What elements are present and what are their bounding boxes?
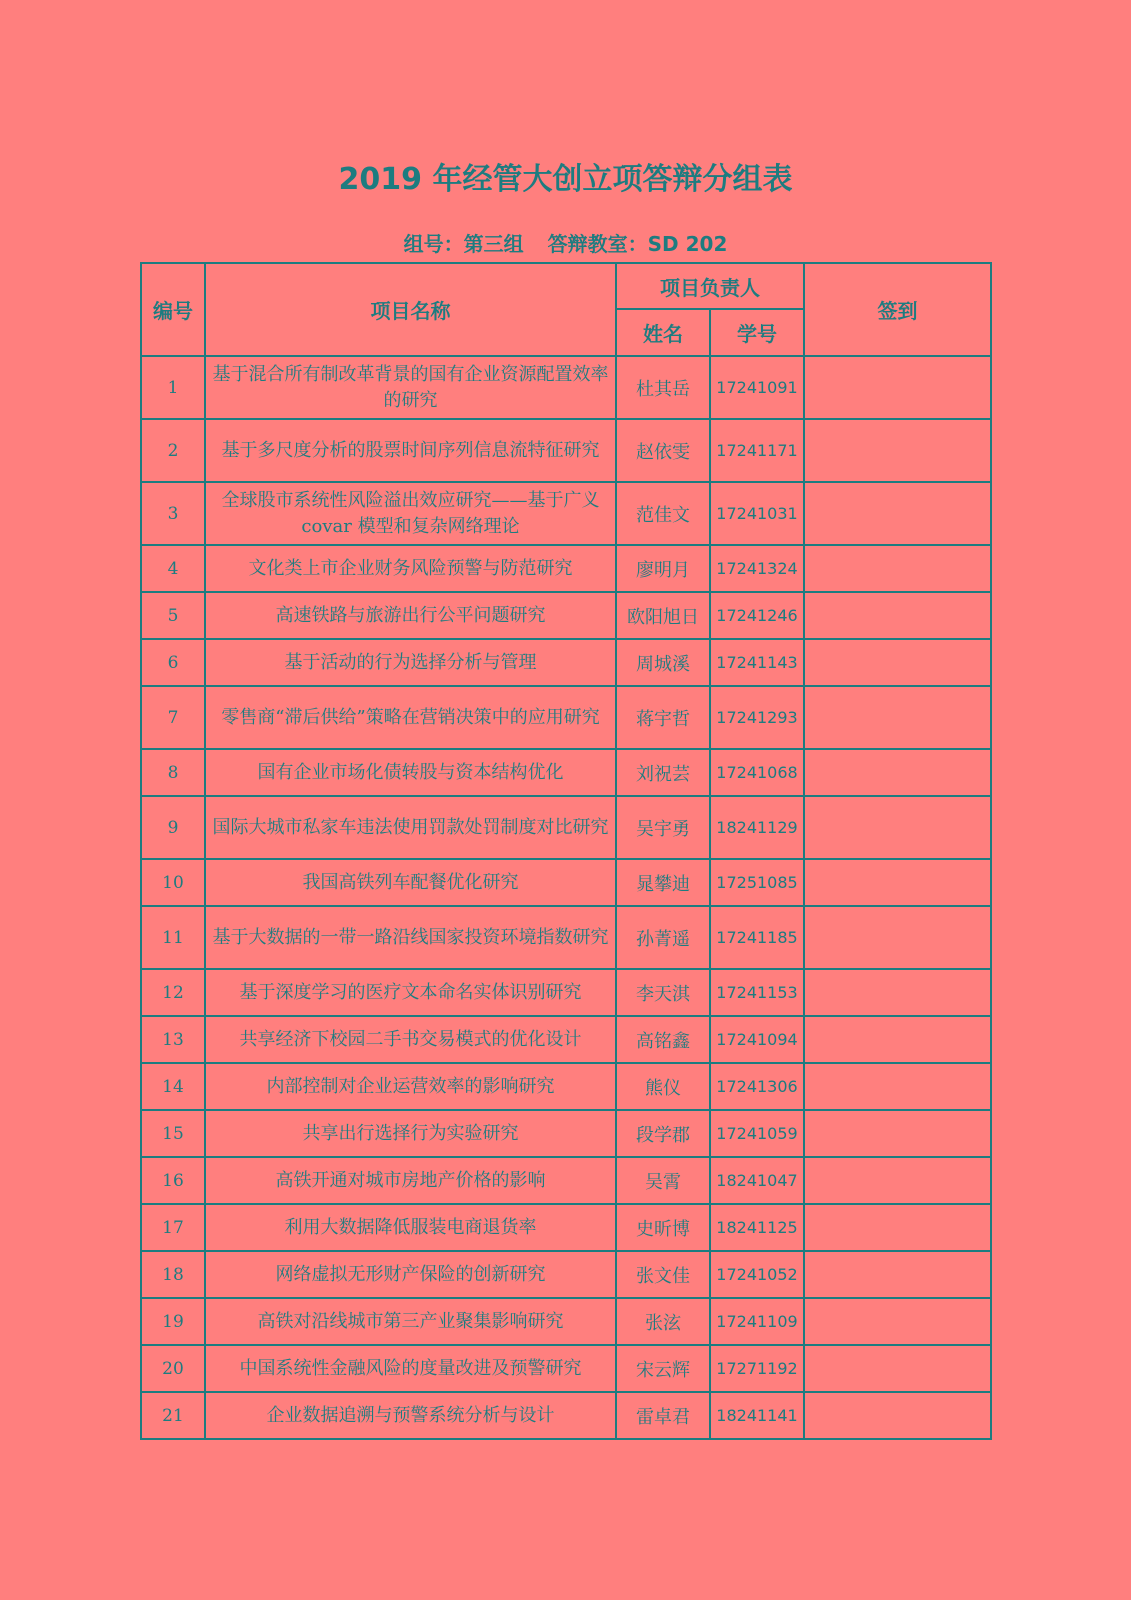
student-id: 17241246 <box>710 592 804 639</box>
project-name: 基于混合所有制改革背景的国有企业资源配置效率的研究 <box>205 356 616 419</box>
signin-cell[interactable] <box>804 482 991 545</box>
student-id: 17241091 <box>710 356 804 419</box>
signin-cell[interactable] <box>804 419 991 482</box>
project-name: 文化类上市企业财务风险预警与防范研究 <box>205 545 616 592</box>
leader-name: 吴宇勇 <box>616 796 710 859</box>
project-name: 全球股市系统性风险溢出效应研究——基于广义 covar 模型和复杂网络理论 <box>205 482 616 545</box>
row-number: 9 <box>141 796 205 859</box>
table-row <box>141 1110 991 1157</box>
signin-cell[interactable] <box>804 796 991 859</box>
group-label: 组号：第三组 <box>403 232 524 256</box>
leader-name: 史昕博 <box>616 1204 710 1251</box>
row-number: 3 <box>141 482 205 545</box>
project-name: 中国系统性金融风险的度量改进及预警研究 <box>205 1345 616 1392</box>
project-name: 国有企业市场化债转股与资本结构优化 <box>205 749 616 796</box>
header-student-id: 学号 <box>710 309 804 356</box>
table-row <box>141 482 991 545</box>
student-id: 17241293 <box>710 686 804 749</box>
signin-cell[interactable] <box>804 1016 991 1063</box>
leader-name: 雷卓君 <box>616 1392 710 1439</box>
row-number: 14 <box>141 1063 205 1110</box>
project-name: 基于活动的行为选择分析与管理 <box>205 639 616 686</box>
signin-cell[interactable] <box>804 592 991 639</box>
row-number: 16 <box>141 1157 205 1204</box>
project-name: 内部控制对企业运营效率的影响研究 <box>205 1063 616 1110</box>
leader-name: 蒋宇哲 <box>616 686 710 749</box>
row-number: 19 <box>141 1298 205 1345</box>
project-name: 基于大数据的一带一路沿线国家投资环境指数研究 <box>205 906 616 969</box>
student-id: 18241047 <box>710 1157 804 1204</box>
row-number: 2 <box>141 419 205 482</box>
table-row <box>141 419 991 482</box>
table-row <box>141 545 991 592</box>
row-number: 13 <box>141 1016 205 1063</box>
project-name: 利用大数据降低服装电商退货率 <box>205 1204 616 1251</box>
row-number: 8 <box>141 749 205 796</box>
project-name: 网络虚拟无形财产保险的创新研究 <box>205 1251 616 1298</box>
leader-name: 杜其岳 <box>616 356 710 419</box>
table-row <box>141 1016 991 1063</box>
table-row <box>141 796 991 859</box>
leader-name: 张文佳 <box>616 1251 710 1298</box>
leader-name: 熊仪 <box>616 1063 710 1110</box>
group-info <box>0 229 1131 259</box>
signin-cell[interactable] <box>804 356 991 419</box>
table-row <box>141 749 991 796</box>
table-row <box>141 686 991 749</box>
table-row <box>141 859 991 906</box>
project-name: 我国高铁列车配餐优化研究 <box>205 859 616 906</box>
row-number: 17 <box>141 1204 205 1251</box>
table-row <box>141 1204 991 1251</box>
row-number: 6 <box>141 639 205 686</box>
leader-name: 吴霄 <box>616 1157 710 1204</box>
project-name: 基于多尺度分析的股票时间序列信息流特征研究 <box>205 419 616 482</box>
signin-cell[interactable] <box>804 969 991 1016</box>
student-id: 18241125 <box>710 1204 804 1251</box>
row-number: 20 <box>141 1345 205 1392</box>
project-name: 企业数据追溯与预警系统分析与设计 <box>205 1392 616 1439</box>
signin-cell[interactable] <box>804 1298 991 1345</box>
student-id: 17241171 <box>710 419 804 482</box>
student-id: 17241185 <box>710 906 804 969</box>
student-id: 17241059 <box>710 1110 804 1157</box>
row-number: 7 <box>141 686 205 749</box>
leader-name: 刘祝芸 <box>616 749 710 796</box>
leader-name: 张泫 <box>616 1298 710 1345</box>
project-name: 共享经济下校园二手书交易模式的优化设计 <box>205 1016 616 1063</box>
signin-cell[interactable] <box>804 1110 991 1157</box>
table-row <box>141 1251 991 1298</box>
leader-name: 范佳文 <box>616 482 710 545</box>
table-row <box>141 969 991 1016</box>
student-id: 17241068 <box>710 749 804 796</box>
table-row <box>141 639 991 686</box>
student-id: 17241153 <box>710 969 804 1016</box>
row-number: 21 <box>141 1392 205 1439</box>
document-title: 2019 年经管大创立项答辩分组表 <box>338 162 793 197</box>
signin-cell[interactable] <box>804 906 991 969</box>
signin-cell[interactable] <box>804 686 991 749</box>
signin-cell[interactable] <box>804 1204 991 1251</box>
header-project-name: 项目名称 <box>205 263 616 356</box>
row-number: 15 <box>141 1110 205 1157</box>
header-number: 编号 <box>141 263 205 356</box>
leader-name: 高铭鑫 <box>616 1016 710 1063</box>
table-row <box>141 906 991 969</box>
table-row <box>141 592 991 639</box>
table-row <box>141 1063 991 1110</box>
header-project-leader: 项目负责人 <box>616 263 804 309</box>
project-name: 高速铁路与旅游出行公平问题研究 <box>205 592 616 639</box>
room-label: 答辩教室：SD 202 <box>547 232 728 256</box>
table-row <box>141 1392 991 1439</box>
leader-name: 孙菁遥 <box>616 906 710 969</box>
grouping-table <box>140 262 992 1440</box>
signin-cell[interactable] <box>804 1251 991 1298</box>
table-row <box>141 1298 991 1345</box>
student-id: 17241324 <box>710 545 804 592</box>
row-number: 10 <box>141 859 205 906</box>
student-id: 17241109 <box>710 1298 804 1345</box>
signin-cell[interactable] <box>804 749 991 796</box>
student-id: 18241129 <box>710 796 804 859</box>
header-signin: 签到 <box>804 263 991 356</box>
leader-name: 李天淇 <box>616 969 710 1016</box>
student-id: 17241094 <box>710 1016 804 1063</box>
student-id: 17241052 <box>710 1251 804 1298</box>
project-name: 高铁开通对城市房地产价格的影响 <box>205 1157 616 1204</box>
signin-cell[interactable] <box>804 1063 991 1110</box>
student-id: 17241143 <box>710 639 804 686</box>
project-name: 国际大城市私家车违法使用罚款处罚制度对比研究 <box>205 796 616 859</box>
header-name: 姓名 <box>616 309 710 356</box>
signin-cell[interactable] <box>804 639 991 686</box>
project-name: 共享出行选择行为实验研究 <box>205 1110 616 1157</box>
row-number: 11 <box>141 906 205 969</box>
leader-name: 周城溪 <box>616 639 710 686</box>
student-id: 17251085 <box>710 859 804 906</box>
leader-name: 宋云辉 <box>616 1345 710 1392</box>
project-name: 零售商“滞后供给”策略在营销决策中的应用研究 <box>205 686 616 749</box>
row-number: 5 <box>141 592 205 639</box>
signin-cell[interactable] <box>804 1345 991 1392</box>
row-number: 12 <box>141 969 205 1016</box>
table-row <box>141 356 991 419</box>
row-number: 1 <box>141 356 205 419</box>
student-id: 18241141 <box>710 1392 804 1439</box>
leader-name: 廖明月 <box>616 545 710 592</box>
table-row <box>141 1157 991 1204</box>
leader-name: 晁攀迪 <box>616 859 710 906</box>
project-name: 高铁对沿线城市第三产业聚集影响研究 <box>205 1298 616 1345</box>
leader-name: 欧阳旭日 <box>616 592 710 639</box>
row-number: 18 <box>141 1251 205 1298</box>
signin-cell[interactable] <box>804 859 991 906</box>
student-id: 17241306 <box>710 1063 804 1110</box>
leader-name: 段学郡 <box>616 1110 710 1157</box>
leader-name: 赵依雯 <box>616 419 710 482</box>
signin-cell[interactable] <box>804 545 991 592</box>
student-id: 17271192 <box>710 1345 804 1392</box>
project-name: 基于深度学习的医疗文本命名实体识别研究 <box>205 969 616 1016</box>
signin-cell[interactable] <box>804 1392 991 1439</box>
row-number: 4 <box>141 545 205 592</box>
signin-cell[interactable] <box>804 1157 991 1204</box>
student-id: 17241031 <box>710 482 804 545</box>
table-row <box>141 1345 991 1392</box>
